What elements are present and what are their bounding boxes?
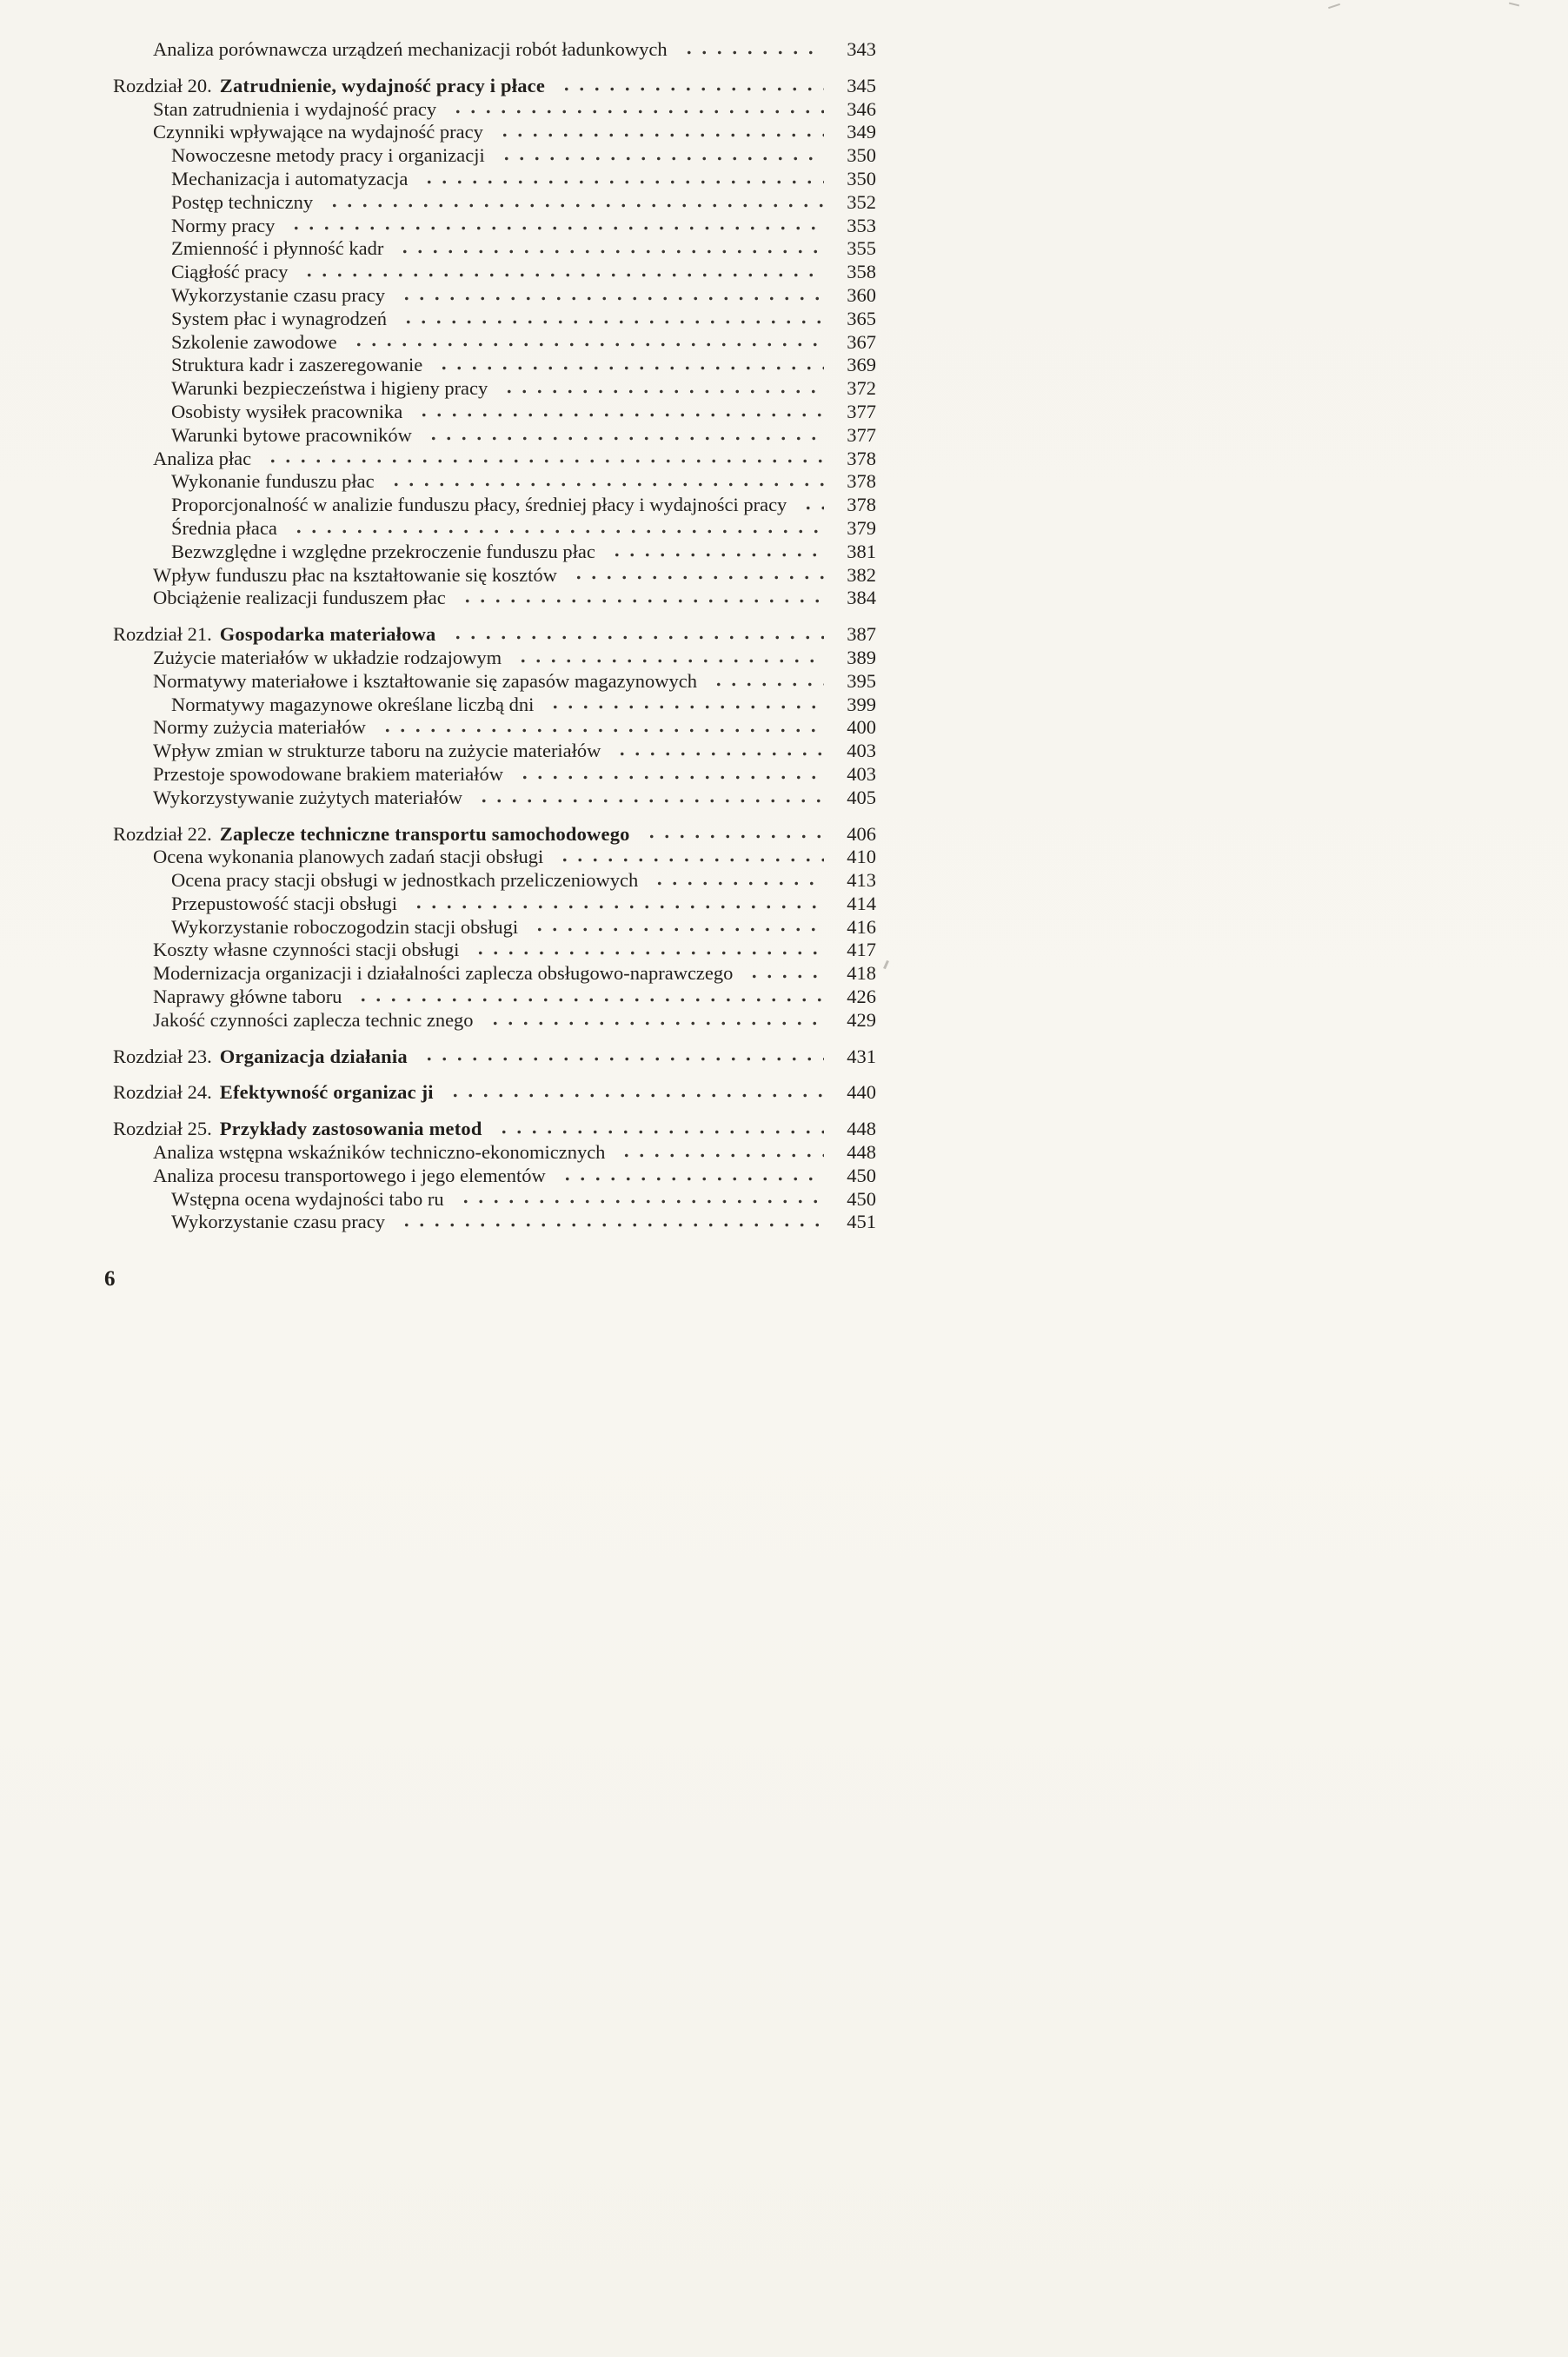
entry-title: Normy zużycia materiałów [153, 716, 366, 739]
entry-title: Wpływ funduszu płac na kształtowanie się kosztów [153, 563, 557, 586]
dot-leader [514, 763, 824, 787]
dot-leader [554, 846, 824, 869]
entry-page-number: 350 [847, 144, 876, 167]
entry-page-number: 377 [847, 423, 876, 446]
entry-title: System płac i wynagrodzeń [171, 307, 388, 329]
toc-entry [113, 448, 876, 471]
dot-leader [323, 191, 824, 215]
dot-leader [394, 237, 824, 261]
entry-page-number: 403 [847, 740, 876, 762]
entry-title: Zmienność i płynność kadr [171, 237, 384, 260]
toc-entry [113, 763, 876, 787]
entry-page-number: 387 [847, 623, 876, 646]
entry-page-number: 414 [847, 892, 876, 914]
dot-leader [298, 261, 824, 284]
toc-entry [113, 215, 876, 238]
dot-leader [413, 401, 824, 424]
dot-leader [615, 1141, 824, 1165]
entry-title: Proporcjonalność w analizie funduszu płacy, średniej płacy i wydajności pracy [171, 494, 787, 516]
toc-entry [113, 517, 876, 541]
entry-title: Wykonanie funduszu płac [171, 470, 375, 493]
entry-title: Normatywy magazynowe określane liczbą dni [171, 693, 535, 715]
entry-title: Zaplecze techniczne transportu samochodowego [219, 822, 630, 845]
toc-entry [113, 284, 876, 308]
toc-entry [113, 869, 876, 893]
entry-page-number: 448 [847, 1118, 876, 1140]
toc-entry [113, 716, 876, 740]
dot-leader [418, 168, 824, 191]
entry-title: Bezwzględne i względne przekroczenie funduszu płac [171, 540, 595, 562]
toc-entry [113, 424, 876, 448]
entry-title: Wykorzystywanie zużytych materiałów [153, 786, 463, 808]
toc-entry [113, 564, 876, 588]
toc-entry [113, 191, 876, 215]
entry-page-number: 450 [847, 1187, 876, 1210]
entry-title: Przepustowość stacji obsługi [171, 892, 397, 914]
toc-entry [113, 846, 876, 869]
toc-entry [113, 541, 876, 564]
toc-entry [113, 1046, 876, 1069]
entry-title: Analiza procesu transportowego i jego elementów [153, 1164, 546, 1186]
toc-entry [113, 144, 876, 168]
entry-title: Normatywy materiałowe i kształtowanie się zapasów magazynowych [153, 669, 698, 692]
page-number: 6 [104, 1267, 116, 1291]
chapter-prefix: Rozdział 21. [113, 623, 212, 646]
toc-entry [113, 261, 876, 284]
dot-leader [498, 377, 824, 401]
toc-entry [113, 740, 876, 763]
entry-title: Analiza płac [153, 447, 252, 469]
entry-title: Modernizacja organizacji i działalności zaplecza obsługowo-naprawczego [153, 962, 734, 985]
entry-page-number: 440 [847, 1081, 876, 1104]
chapter-prefix: Rozdział 24. [113, 1081, 212, 1104]
toc-entry [113, 623, 876, 647]
entry-page-number: 350 [847, 167, 876, 189]
entry-page-number: 389 [847, 646, 876, 668]
toc-entry [113, 694, 876, 717]
entry-page-number: 400 [847, 716, 876, 739]
entry-title: Szkolenie zawodowe [171, 330, 337, 353]
entry-page-number: 384 [847, 587, 876, 609]
toc-list [113, 38, 876, 1234]
toc-entry [113, 354, 876, 377]
entry-title: Normy pracy [171, 214, 276, 236]
dot-leader [484, 1009, 824, 1032]
entry-title: Średnia płaca [171, 516, 277, 539]
entry-title: Ciągłość pracy [171, 261, 289, 283]
entry-page-number: 451 [847, 1211, 876, 1233]
dot-leader [708, 670, 824, 694]
entry-page-number: 426 [847, 986, 876, 1008]
dot-leader [418, 1046, 824, 1069]
dot-leader [494, 121, 824, 144]
toc-entry [113, 587, 876, 610]
entry-page-number: 367 [847, 330, 876, 353]
dot-leader [447, 623, 824, 647]
entry-title: Zatrudnienie, wydajność pracy i płace [219, 74, 546, 96]
entry-title: Nowoczesne metody pracy i organizacji [171, 144, 485, 167]
entry-title: Gospodarka materiałowa [219, 623, 436, 646]
entry-page-number: 345 [847, 74, 876, 96]
entry-title: Czynniki wpływające na wydajność pracy [153, 121, 483, 143]
toc-entry [113, 377, 876, 401]
entry-page-number: 360 [847, 283, 876, 306]
dot-leader [455, 1188, 824, 1212]
entry-page-number: 377 [847, 400, 876, 422]
chapter-prefix: Rozdział 25. [113, 1118, 212, 1140]
entry-title: Warunki bezpieczeństwa i higieny pracy [171, 377, 488, 400]
toc-entry [113, 75, 876, 98]
entry-title: Efektywność organizac ji [219, 1081, 434, 1104]
entry-title: Postęp techniczny [171, 190, 314, 213]
entry-page-number: 417 [847, 939, 876, 961]
toc-entry [113, 962, 876, 986]
entry-page-number: 378 [847, 447, 876, 469]
entry-title: Wykorzystanie czasu pracy [171, 283, 386, 306]
entry-title: Przestoje spowodowane brakiem materiałów [153, 762, 504, 785]
chapter-prefix: Rozdział 23. [113, 1045, 212, 1067]
entry-page-number: 418 [847, 962, 876, 985]
dot-leader [797, 494, 824, 517]
entry-page-number: 379 [847, 516, 876, 539]
entry-page-number: 369 [847, 354, 876, 376]
toc-entry [113, 893, 876, 916]
toc-entry [113, 1081, 876, 1105]
dot-leader [262, 448, 824, 471]
dot-leader [641, 823, 824, 847]
entry-page-number: 378 [847, 470, 876, 493]
toc-entry [113, 916, 876, 939]
entry-title: Wpływ zmian w strukturze taboru na zużycie materiałów [153, 740, 601, 762]
dot-leader [433, 354, 824, 377]
dot-leader [288, 517, 824, 541]
toc-entry [113, 331, 876, 355]
entry-page-number: 395 [847, 669, 876, 692]
dot-leader [678, 38, 824, 62]
scan-artifact [1328, 3, 1340, 9]
scan-artifact [1509, 3, 1519, 7]
entry-title: Analiza wstępna wskaźników techniczno-ekonomicznych [153, 1141, 606, 1164]
dot-leader [469, 939, 824, 962]
entry-title: Analiza porównawcza urządzeń mechanizacji robót ładunkowych [153, 38, 668, 60]
dot-leader [743, 962, 824, 986]
entry-title: Mechanizacja i automatyzacja [171, 167, 409, 189]
entry-title: Przykłady zastosowania metod [219, 1118, 482, 1140]
chapter-prefix: Rozdział 20. [113, 74, 212, 96]
dot-leader [495, 144, 824, 168]
toc-entry [113, 1009, 876, 1032]
toc-entry [113, 1165, 876, 1188]
toc-entry [113, 401, 876, 424]
toc-entry [113, 308, 876, 331]
entry-page-number: 410 [847, 846, 876, 868]
entry-title: Naprawy główne taboru [153, 986, 342, 1008]
dot-leader [556, 1165, 824, 1188]
entry-title: Ocena wykonania planowych zadań stacji obsługi [153, 846, 544, 868]
toc-entry [113, 237, 876, 261]
dot-leader [611, 740, 824, 763]
toc-entry [113, 98, 876, 122]
entry-page-number: 355 [847, 237, 876, 260]
toc-entry [113, 647, 876, 670]
dot-leader [285, 215, 824, 238]
dot-leader [447, 98, 824, 122]
toc-entry [113, 986, 876, 1009]
dot-leader [397, 308, 824, 331]
entry-page-number: 431 [847, 1045, 876, 1067]
entry-page-number: 405 [847, 786, 876, 808]
entry-title: Wykorzystanie czasu pracy [171, 1211, 386, 1233]
entry-title: Ocena pracy stacji obsługi w jednostkach przeliczeniowych [171, 869, 639, 892]
dot-leader [456, 587, 824, 610]
entry-title: Zużycie materiałów w układzie rodzajowym [153, 646, 502, 668]
toc-entry [113, 939, 876, 962]
entry-title: Warunki bytowe pracowników [171, 423, 412, 446]
dot-leader [648, 869, 824, 893]
entry-page-number: 353 [847, 214, 876, 236]
entry-title: Wykorzystanie roboczogodzin stacji obsługi [171, 915, 519, 938]
entry-title: Struktura kadr i zaszeregowanie [171, 354, 423, 376]
entry-page-number: 450 [847, 1164, 876, 1186]
dot-leader [444, 1081, 824, 1105]
entry-title: Koszty własne czynności stacji obsługi [153, 939, 460, 961]
entry-title: Obciążenie realizacji funduszem płac [153, 587, 446, 609]
entry-title: Organizacja działania [219, 1045, 408, 1067]
dot-leader [555, 75, 824, 98]
entry-title: Jakość czynności zaplecza technic znego [153, 1008, 474, 1031]
toc-entry [113, 470, 876, 494]
toc-entry [113, 1118, 876, 1141]
scan-artifact [883, 960, 889, 969]
entry-page-number: 429 [847, 1008, 876, 1031]
entry-page-number: 382 [847, 563, 876, 586]
chapter-prefix: Rozdział 22. [113, 822, 212, 845]
toc-entry [113, 1211, 876, 1234]
entry-page-number: 381 [847, 540, 876, 562]
toc-entry [113, 787, 876, 810]
dot-leader [568, 564, 824, 588]
toc-entry [113, 121, 876, 144]
dot-leader [493, 1118, 824, 1141]
toc-entry [113, 1188, 876, 1212]
entry-page-number: 372 [847, 377, 876, 400]
dot-leader [606, 541, 824, 564]
entry-page-number: 413 [847, 869, 876, 892]
dot-leader [528, 916, 824, 939]
dot-leader [422, 424, 824, 448]
entry-page-number: 352 [847, 190, 876, 213]
entry-page-number: 349 [847, 121, 876, 143]
entry-page-number: 343 [847, 38, 876, 60]
entry-page-number: 346 [847, 97, 876, 120]
entry-page-number: 448 [847, 1141, 876, 1164]
entry-page-number: 365 [847, 307, 876, 329]
dot-leader [348, 331, 824, 355]
entry-page-number: 399 [847, 693, 876, 715]
toc-entry [113, 670, 876, 694]
dot-leader [512, 647, 824, 670]
toc-entry [113, 38, 876, 62]
dot-leader [408, 893, 824, 916]
entry-title: Stan zatrudnienia i wydajność pracy [153, 97, 437, 120]
toc-entry [113, 1141, 876, 1165]
entry-page-number: 378 [847, 494, 876, 516]
dot-leader [395, 1211, 824, 1234]
dot-leader [385, 470, 824, 494]
entry-page-number: 416 [847, 915, 876, 938]
entry-title: Osobisty wysiłek pracownika [171, 400, 403, 422]
entry-page-number: 403 [847, 762, 876, 785]
entry-page-number: 406 [847, 822, 876, 845]
dot-leader [473, 787, 824, 810]
dot-leader [395, 284, 824, 308]
entry-page-number: 358 [847, 261, 876, 283]
dot-leader [544, 694, 824, 717]
toc-entry [113, 168, 876, 191]
dot-leader [376, 716, 824, 740]
toc-entry [113, 823, 876, 847]
entry-title: Wstępna ocena wydajności tabo ru [171, 1187, 444, 1210]
toc-entry [113, 494, 876, 517]
dot-leader [352, 986, 824, 1009]
